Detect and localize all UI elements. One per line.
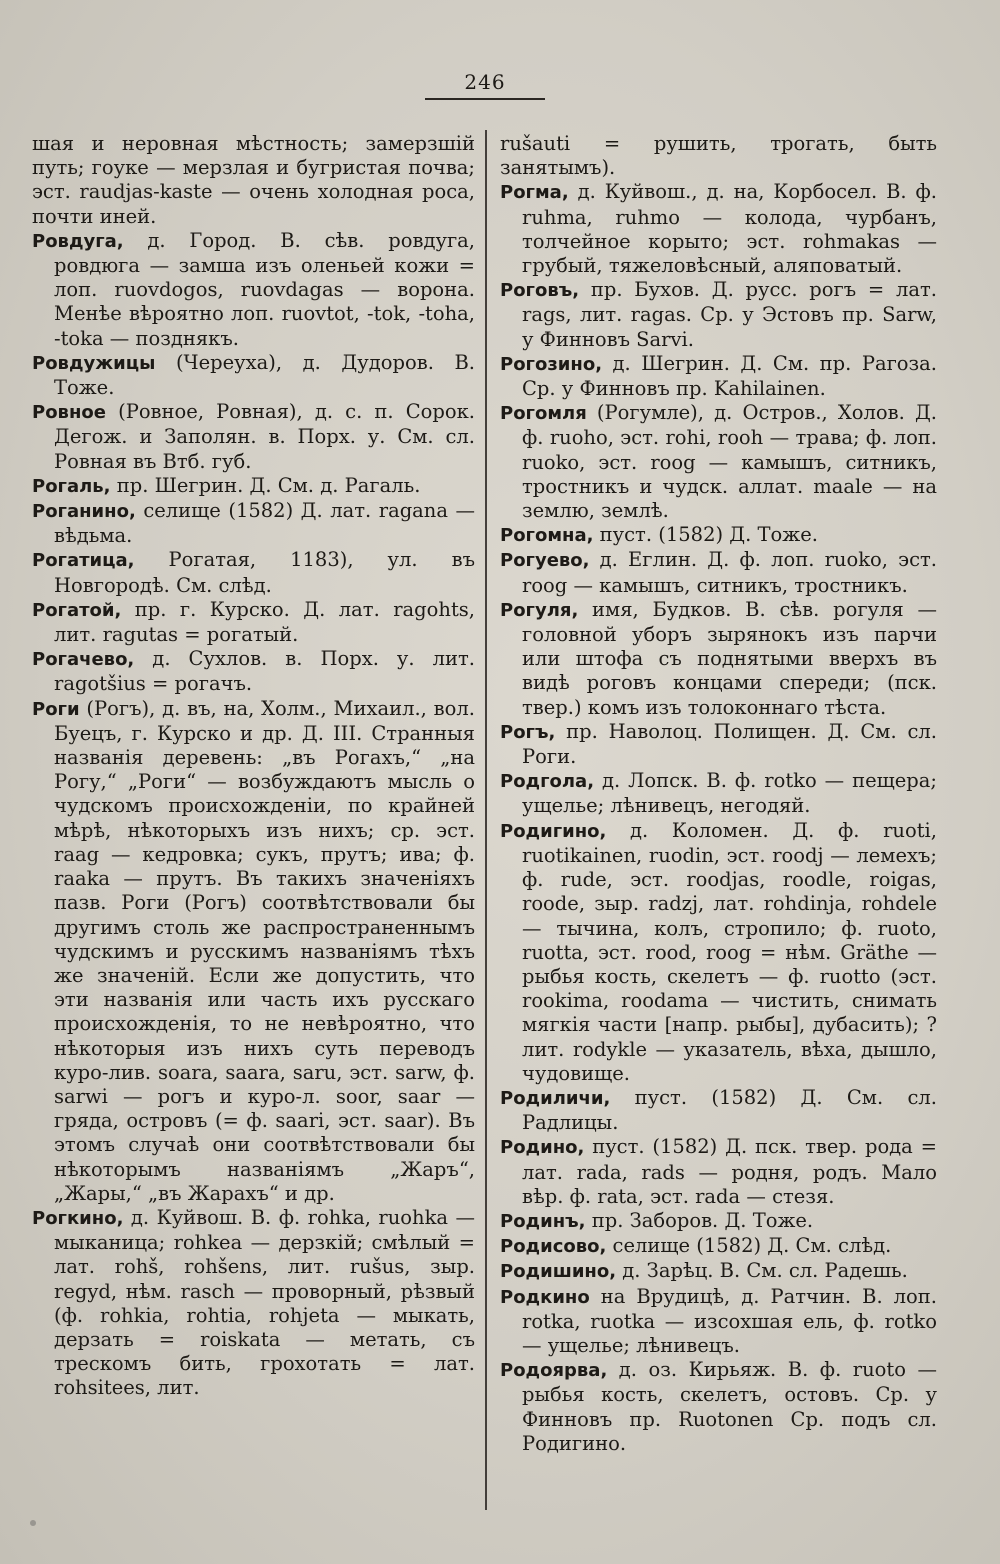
- dictionary-entry: [500, 132, 937, 180]
- entry-text: шая и неровная мѣстность; замерзшій путь; гоуке — мерзлая и бугристая почва; эст. raudjas-kaste — очень холодная роса, почти иней.: [32, 132, 475, 228]
- dictionary-entry: [500, 548, 937, 597]
- entry-headword: Родишино,: [500, 1261, 617, 1283]
- entry-headword: Родиличи,: [500, 1087, 611, 1109]
- entry-text: пр. г. Курско. Д. лат. ragohts, лит. ragutas = рогатый.: [54, 597, 475, 647]
- entry-text: д. Лопск. В. ф. rotko — пещера; ущелье; лѣнивецъ, негодяй.: [522, 769, 937, 818]
- dictionary-entry: [500, 720, 937, 769]
- entry-text: (Ровноe, Ровная), д. с. п. Сорок. Дегож. и Заполян. в. Порх. у. См. сл. Ровная въ Втб. губ.: [54, 400, 475, 473]
- dictionary-entry: [32, 647, 475, 696]
- entry-headword: Рогкино,: [32, 1207, 124, 1229]
- entry-headword: Рогомля: [500, 403, 587, 425]
- entry-headword: Рогма,: [500, 182, 569, 204]
- entry-text: д. Еглин. Д. ф. лоп. ruoko, эст. roog — камышъ, ситникъ, тростникъ.: [522, 548, 937, 597]
- dictionary-entry: [32, 474, 475, 499]
- entry-text: д. Зарѣц. В. См. сл. Радешь.: [616, 1259, 908, 1283]
- entry-text: пуст. (1582) Д. пск. твер. рода = лат. rada, rads — родня, родъ. Мало вѣр. ф. rata, эст. rada — стезя.: [522, 1135, 937, 1208]
- dictionary-entry: [32, 1206, 475, 1401]
- entry-headword: Рогаль,: [32, 475, 111, 497]
- dictionary-entry: [500, 1135, 937, 1209]
- entry-text: д. оз. Кирьяж. В. ф. ruoto — рыбья кость, скелетъ, остовъ. Ср. у Финновъ пр. Ruotonen Ср. подъ сл. Родигино.: [522, 1358, 937, 1455]
- dictionary-entry: [500, 819, 937, 1086]
- entry-text: д. Коломен. Д. ф. ruoti, ruotikainen, ruodin, эст. roodj — лемехъ; ф. rude, эст. roodjas, roodle, roigas, roode, зыр. radzj, лат. rohdinja, rohdele — тычина, колъ, стропило; ф. ruoto, ruotta, эст. rood, roog = нѣм. Gräthe — рыбья кость, скелетъ — ф. ruotto (эст. rookima, roodama — чистить, снимать мягкія части [напр. рыбы], дубасить); ? лит. rodykle — указатель, вѣха, дышло, чудовище.: [522, 818, 937, 1085]
- entry-text: д. Шегрин. Д. См. пр. Рагоза. Ср. у Финновъ пр. Kahilainen.: [522, 351, 937, 401]
- entry-text: пуст. (1582) Д. Тоже.: [593, 523, 818, 547]
- dictionary-entry: [500, 1209, 937, 1234]
- entry-headword: Рогачево,: [32, 649, 135, 671]
- dictionary-entry: [32, 499, 475, 548]
- entry-text: rušauti = рушить, трогать, быть занятымъ).: [500, 132, 937, 180]
- entry-text: д. Город. В. сѣв. ровдуга, ровдюга — замша изъ оленьей кожи = лоп. ruovdogos, ruovdagas — ворона. Менѣе вѣроятно лоп. ruovtot, -tok, -toha, -toka — позднякъ.: [54, 228, 475, 350]
- column-divider: [485, 130, 487, 1510]
- dictionary-entry: [32, 229, 475, 351]
- entry-text: д. Сухлов. в. Порх. у. лит. ragotšius = рогачъ.: [54, 647, 475, 696]
- entry-text: пр. Бухов. Д. русс. рогъ = лат. rags, лит. ragas. Ср. у Эстовъ пр. Sarw, у Финновъ Sarvi.: [522, 278, 937, 351]
- dictionary-entry: [500, 1358, 937, 1456]
- entry-headword: Ровное: [32, 402, 106, 424]
- dictionary-entry: [32, 351, 475, 400]
- page-number: 246: [464, 70, 506, 94]
- right-column: [500, 132, 937, 1456]
- dictionary-entry: [32, 400, 475, 474]
- dictionary-entry: [32, 598, 475, 647]
- entry-text: д. Куйвош. В. ф. rohka, ruohka — мыканица; rohkea — дерзкій; смѣлый = лат. rohš, rohšens, лит. rušus, зыр. regyd, нѣм. rasch — проворный, рѣзвый (ф. rohkia, rohtia, rohjeta — мыкать, дерзать = roiskata — метать, съ трескомъ бить, грохотать = лат. rohsitees, лит.: [54, 1205, 475, 1400]
- dictionary-entry: [500, 278, 937, 352]
- entry-text: пр. Шегрин. Д. См. д. Рагаль.: [110, 473, 421, 497]
- entry-headword: Рогатица,: [32, 550, 135, 572]
- entry-headword: Родкино: [500, 1286, 590, 1308]
- entry-text: пр. Наволоц. Полищен. Д. См. сл. Роги.: [522, 719, 937, 769]
- dictionary-entry: [500, 769, 937, 818]
- entry-headword: Рогъ,: [500, 721, 556, 743]
- dictionary-entry: [500, 401, 937, 523]
- dictionary-entry: [32, 132, 475, 229]
- entry-headword: Роговъ,: [500, 280, 580, 302]
- entry-headword: Рогуево,: [500, 550, 590, 572]
- entry-text: пуст. (1582) Д. См. сл. Радлицы.: [522, 1085, 937, 1135]
- dictionary-entry: [32, 548, 475, 597]
- entry-headword: Ровдужицы: [32, 352, 156, 374]
- entry-text: на Врудицѣ, д. Ратчин. В. лоп. rotka, ruotka — изсохшая ель, ф. rotko — ущелье; лѣнивецъ.: [522, 1284, 937, 1357]
- entry-headword: Родисово,: [500, 1236, 607, 1258]
- entry-headword: Родоярва,: [500, 1360, 608, 1382]
- entry-text: д. Куйвош., д. на, Корбосел. В. ф. ruhma, ruhmo — колода, чурбанъ, толчейное корыто; эст. rohmakas — грубый, тяжеловѣсный, аляповатый.: [522, 180, 937, 278]
- entry-headword: Родино,: [500, 1137, 585, 1159]
- left-column: [32, 132, 475, 1401]
- entry-headword: Родинъ,: [500, 1210, 586, 1232]
- dictionary-entry: [500, 1234, 937, 1259]
- entry-text: (Рогъ), д. въ, на, Холм., Михаил., вол. Буецъ, г. Курско и др. Д. III. Странныя названія деревень: „въ Рогахъ,“ „на Рогу,“ „Роги“ — возбуждаютъ мысль о чудскомъ происхожденіи, по крайней мѣрѣ, нѣкоторыхъ изъ нихъ; ср. эст. raag — кедровка; сукъ, прутъ; ива; ф. raaka — прутъ. Въ такихъ значеніяхъ пазв. Роги (Рогъ) соотвѣтствовали бы другимъ столь же распространеннымъ чудскимъ и русскимъ названіямъ тѣхъ же значеній. Если же допустить, что эти названія или часть ихъ русскаго происхожденія, то не невѣроятно, что нѣкоторыя изъ нихъ суть переводъ куро-лив. soara, saara, saru, эст. sarw, ф. sarwi — рогъ и куро-л. soor, saar — гряда, островъ (= ф. saari, эст. saar). Въ этомъ случаѣ они соотвѣтствовали бы нѣкоторымъ названіямъ „Жаръ“, „Жары,“ „въ Жарахъ“ и др.: [54, 696, 475, 1205]
- entry-text: селище (1582) Д. лат. ragana — вѣдьма.: [54, 499, 475, 548]
- entry-headword: Роги: [32, 698, 80, 720]
- entry-headword: Рогомна,: [500, 525, 594, 547]
- dictionary-entry: [500, 1285, 937, 1359]
- entry-headword: Роганино,: [32, 501, 136, 523]
- dictionary-entry: [32, 697, 475, 1206]
- entry-text: селище (1582) Д. См. слѣд.: [606, 1234, 892, 1258]
- dictionary-entry: [500, 180, 937, 278]
- ink-smudge: [30, 1520, 36, 1526]
- header-rule: [425, 98, 545, 100]
- entry-text: Рогатая, 1183), ул. въ Новгородѣ. См. слѣд.: [54, 548, 475, 597]
- entry-headword: Родгола,: [500, 771, 595, 793]
- entry-text: (Череуха), д. Дудоров. В. Тоже.: [54, 350, 475, 400]
- dictionary-entry: [500, 1086, 937, 1135]
- entry-headword: Рогозино,: [500, 353, 603, 375]
- dictionary-entry: [500, 523, 937, 548]
- dictionary-entry: [500, 352, 937, 401]
- entry-text: (Рогумле), д. Остров., Холов. Д. ф. ruoho, эст. rohi, rooh — трава; ф. лоп. ruoko, эст. roog — камышъ, ситникъ, тростникъ и чудск. аллат. maale — на землю, землѣ.: [522, 401, 937, 523]
- entry-headword: Рогатой,: [32, 599, 122, 621]
- dictionary-entry: [500, 598, 937, 720]
- entry-text: пр. Заборов. Д. Тоже.: [585, 1208, 814, 1232]
- dictionary-entry: [500, 1259, 937, 1284]
- entry-headword: Ровдуга,: [32, 230, 124, 252]
- entry-headword: Рогуля,: [500, 599, 579, 621]
- entry-text: имя, Будков. В. сѣв. рогуля — головной уборъ зырянокъ изъ парчи или штофа съ поднятыми вверхъ въ видѣ роговъ концами спереди; (пск. твер.) комъ изъ толоконнаго тѣста.: [522, 597, 937, 719]
- entry-headword: Родигино,: [500, 820, 607, 842]
